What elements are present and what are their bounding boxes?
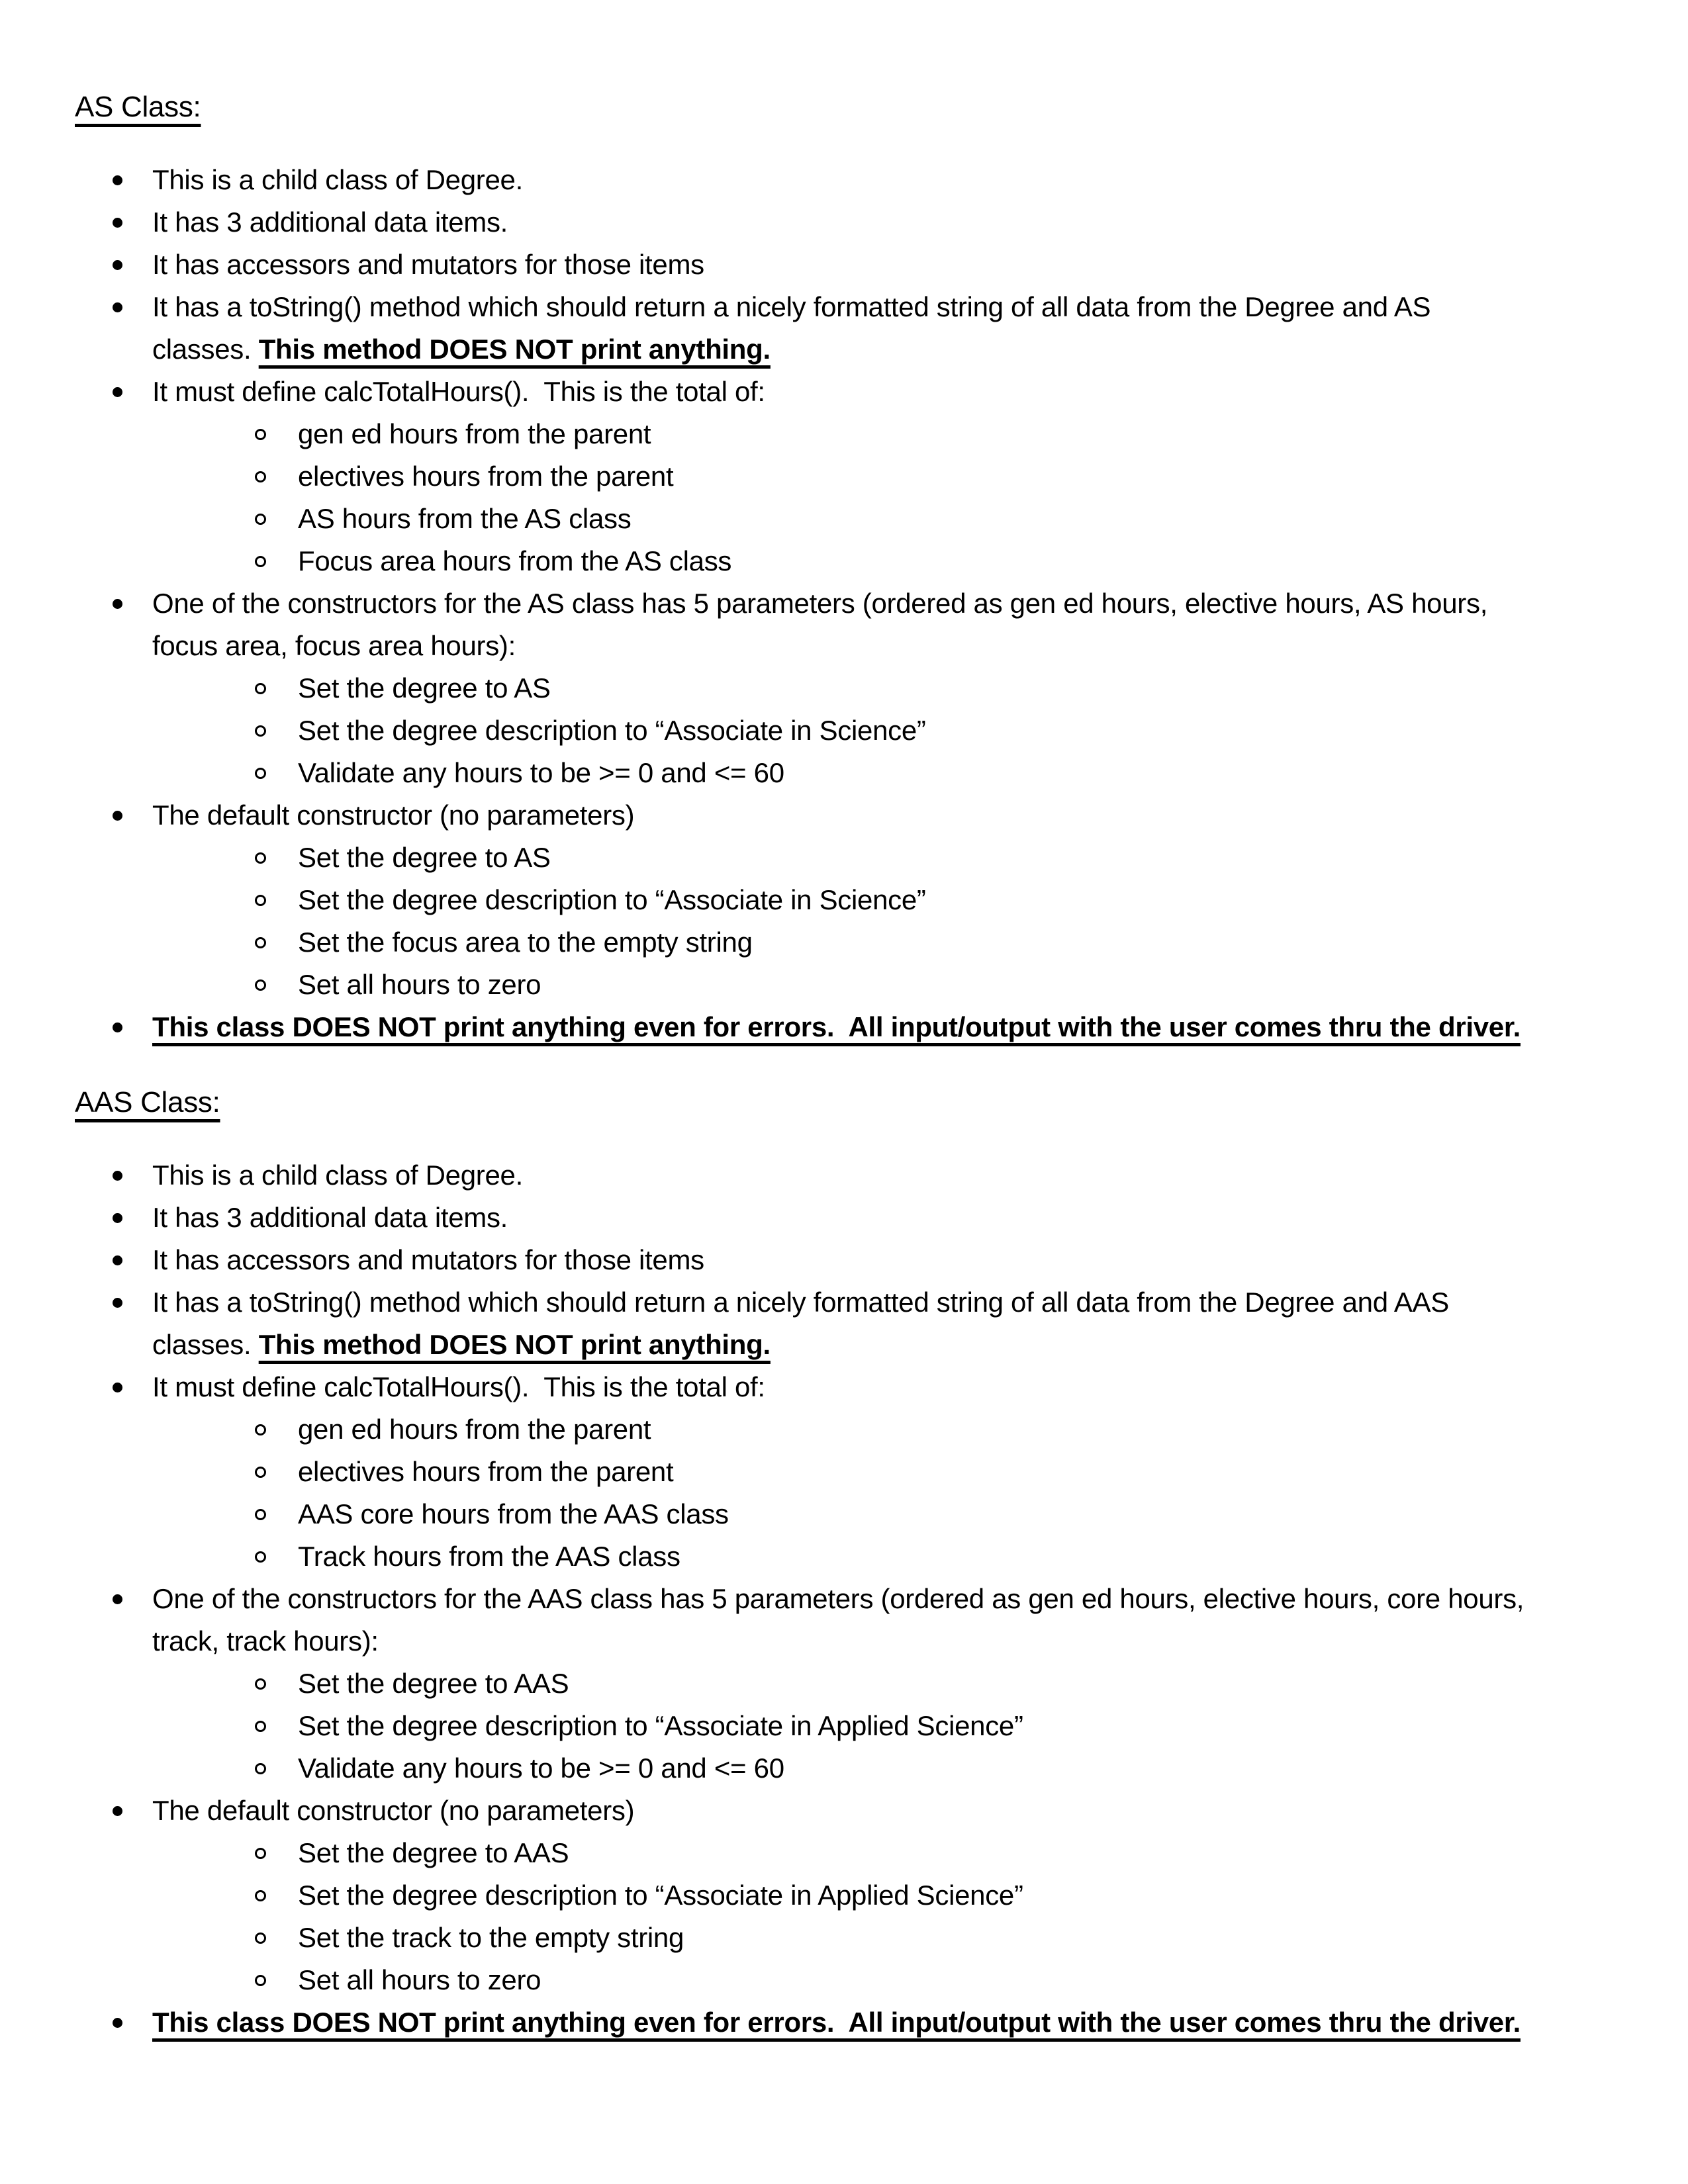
sub-bullet-item: [75, 964, 1648, 1006]
circle-bullet-icon: [255, 768, 266, 779]
bullet-text: classes.: [152, 334, 259, 365]
bullet-item: [75, 582, 1648, 667]
sub-bullet-text: electives hours from the parent: [298, 1456, 674, 1487]
bullet-item: [75, 159, 1648, 201]
sub-bullet-item: [75, 879, 1648, 921]
bullet-item: [75, 1281, 1648, 1366]
bold-underline-text: This method DOES NOT print anything.: [258, 334, 771, 365]
circle-bullet-icon: [255, 556, 266, 567]
sub-bullet-text: AS hours from the AS class: [298, 503, 632, 534]
bullet-icon: [113, 1594, 122, 1604]
sub-bullet-item: [75, 921, 1648, 964]
sub-bullet-text: Set the degree to AS: [298, 842, 551, 873]
bullet-icon: [113, 2018, 122, 2028]
circle-bullet-icon: [255, 683, 266, 694]
bullet-item: [75, 794, 1648, 837]
circle-bullet-icon: [255, 979, 266, 991]
bullet-icon: [113, 175, 122, 185]
circle-bullet-icon: [255, 1509, 266, 1520]
bullet-text: The default constructor (no parameters): [152, 799, 635, 831]
sub-bullet-item: [75, 752, 1648, 794]
bullet-text: focus area, focus area hours):: [152, 630, 516, 661]
sub-bullet-item: [75, 1408, 1648, 1451]
circle-bullet-icon: [255, 895, 266, 906]
sub-bullet-item: [75, 1535, 1648, 1578]
circle-bullet-icon: [255, 725, 266, 737]
sub-bullet-text: Set the degree description to “Associate in Applied Science”: [298, 1880, 1023, 1911]
bullet-icon: [113, 811, 122, 821]
bullet-text: It has 3 additional data items.: [152, 1202, 508, 1233]
circle-bullet-icon: [255, 1467, 266, 1478]
bullet-icon: [113, 1213, 122, 1223]
sub-bullet-text: Set the focus area to the empty string: [298, 927, 753, 958]
circle-bullet-icon: [255, 937, 266, 948]
sub-bullet-text: electives hours from the parent: [298, 461, 674, 492]
sub-bullet-text: Set the degree to AAS: [298, 1837, 569, 1868]
bullet-icon: [113, 1255, 122, 1265]
sub-bullet-item: [75, 709, 1648, 752]
sub-bullet-text: gen ed hours from the parent: [298, 418, 651, 449]
sub-bullet-text: gen ed hours from the parent: [298, 1414, 651, 1445]
circle-bullet-icon: [255, 852, 266, 864]
sub-bullet-text: Validate any hours to be >= 0 and <= 60: [298, 757, 784, 788]
circle-bullet-icon: [255, 514, 266, 525]
bullet-text: It must define calcTotalHours(). This is the total of:: [152, 376, 765, 407]
circle-bullet-icon: [255, 1551, 266, 1563]
sub-bullet-text: Set the degree description to “Associate in Applied Science”: [298, 1710, 1023, 1741]
bullet-text: classes.: [152, 1329, 259, 1360]
sub-bullet-text: AAS core hours from the AAS class: [298, 1498, 729, 1529]
section: [75, 1081, 1648, 2044]
circle-bullet-icon: [255, 1890, 266, 1901]
sub-bullet-item: [75, 1959, 1648, 2001]
bullet-text: This is a child class of Degree.: [152, 164, 523, 195]
bold-underline-text: This method DOES NOT print anything.: [258, 1329, 771, 1360]
bullet-icon: [113, 1298, 122, 1308]
bold-underline-text: This class DOES NOT print anything even for errors. All input/output with the user comes thru the driver.: [152, 1011, 1521, 1042]
bullet-icon: [113, 387, 122, 397]
bullet-item: [75, 1239, 1648, 1281]
sub-bullet-text: Set all hours to zero: [298, 969, 541, 1000]
sub-bullet-item: [75, 1832, 1648, 1874]
bullet-text: It has accessors and mutators for those items: [152, 1244, 704, 1275]
bullet-item: [75, 244, 1648, 286]
bullet-item: [75, 1790, 1648, 1832]
bullet-icon: [113, 302, 122, 312]
bullet-text: One of the constructors for the AS class has 5 parameters (ordered as gen ed hours, elective hours, AS hours,: [152, 588, 1488, 619]
section: [75, 86, 1648, 1048]
bullet-item: [75, 201, 1648, 244]
sub-bullet-item: [75, 837, 1648, 879]
bullet-icon: [113, 218, 122, 228]
circle-bullet-icon: [255, 1678, 266, 1690]
sub-bullet-text: Track hours from the AAS class: [298, 1541, 680, 1572]
bullet-text: It has accessors and mutators for those items: [152, 249, 704, 280]
circle-bullet-icon: [255, 1424, 266, 1435]
bullet-text: It has a toString() method which should return a nicely formatted string of all data from the Degree and AAS: [152, 1287, 1449, 1318]
bullet-item: [75, 1578, 1648, 1662]
sub-bullet-item: [75, 1662, 1648, 1705]
sub-bullet-item: [75, 1705, 1648, 1747]
bullet-item: [75, 1006, 1648, 1048]
circle-bullet-icon: [255, 471, 266, 482]
bullet-text: It has 3 additional data items.: [152, 206, 508, 238]
sub-bullet-text: Focus area hours from the AS class: [298, 545, 732, 576]
sub-bullet-text: Set the degree to AAS: [298, 1668, 569, 1699]
sub-bullet-item: [75, 667, 1648, 709]
bullet-text: This is a child class of Degree.: [152, 1160, 523, 1191]
bullet-icon: [113, 260, 122, 270]
circle-bullet-icon: [255, 1975, 266, 1986]
bold-underline-text: This class DOES NOT print anything even for errors. All input/output with the user comes thru the driver.: [152, 2007, 1521, 2038]
bullet-item: [75, 1366, 1648, 1408]
sub-bullet-item: [75, 413, 1648, 455]
sub-bullet-text: Validate any hours to be >= 0 and <= 60: [298, 1752, 784, 1784]
sub-bullet-item: [75, 498, 1648, 540]
sub-bullet-text: Set the degree description to “Associate in Science”: [298, 715, 926, 746]
sub-bullet-item: [75, 455, 1648, 498]
sub-bullet-text: Set the track to the empty string: [298, 1922, 684, 1953]
bullet-text: The default constructor (no parameters): [152, 1795, 635, 1826]
sub-bullet-item: [75, 1917, 1648, 1959]
bullet-item: [75, 286, 1648, 371]
circle-bullet-icon: [255, 1848, 266, 1859]
circle-bullet-icon: [255, 1933, 266, 1944]
section-heading: AS Class:: [75, 91, 201, 123]
sub-bullet-item: [75, 1747, 1648, 1790]
bullet-text: It must define calcTotalHours(). This is the total of:: [152, 1371, 765, 1402]
sub-bullet-item: [75, 1874, 1648, 1917]
bullet-item: [75, 1154, 1648, 1197]
bullet-text: It has a toString() method which should return a nicely formatted string of all data from the Degree and AS: [152, 291, 1431, 322]
sub-bullet-text: Set the degree description to “Associate in Science”: [298, 884, 926, 915]
bullet-text: track, track hours):: [152, 1625, 379, 1657]
sub-bullet-text: Set all hours to zero: [298, 1964, 541, 1995]
circle-bullet-icon: [255, 429, 266, 440]
sub-bullet-item: [75, 540, 1648, 582]
bullet-icon: [113, 1806, 122, 1816]
bullet-item: [75, 1197, 1648, 1239]
bullet-text: One of the constructors for the AAS class has 5 parameters (ordered as gen ed hours, elective hours, core hours,: [152, 1583, 1524, 1614]
bullet-item: [75, 371, 1648, 413]
sub-bullet-text: Set the degree to AS: [298, 672, 551, 704]
sub-bullet-item: [75, 1493, 1648, 1535]
bullet-icon: [113, 1023, 122, 1032]
circle-bullet-icon: [255, 1763, 266, 1774]
circle-bullet-icon: [255, 1721, 266, 1732]
sub-bullet-item: [75, 1451, 1648, 1493]
bullet-item: [75, 2001, 1648, 2044]
section-heading: AAS Class:: [75, 1086, 220, 1118]
bullet-icon: [113, 1171, 122, 1181]
bullet-icon: [113, 599, 122, 609]
bullet-icon: [113, 1383, 122, 1392]
